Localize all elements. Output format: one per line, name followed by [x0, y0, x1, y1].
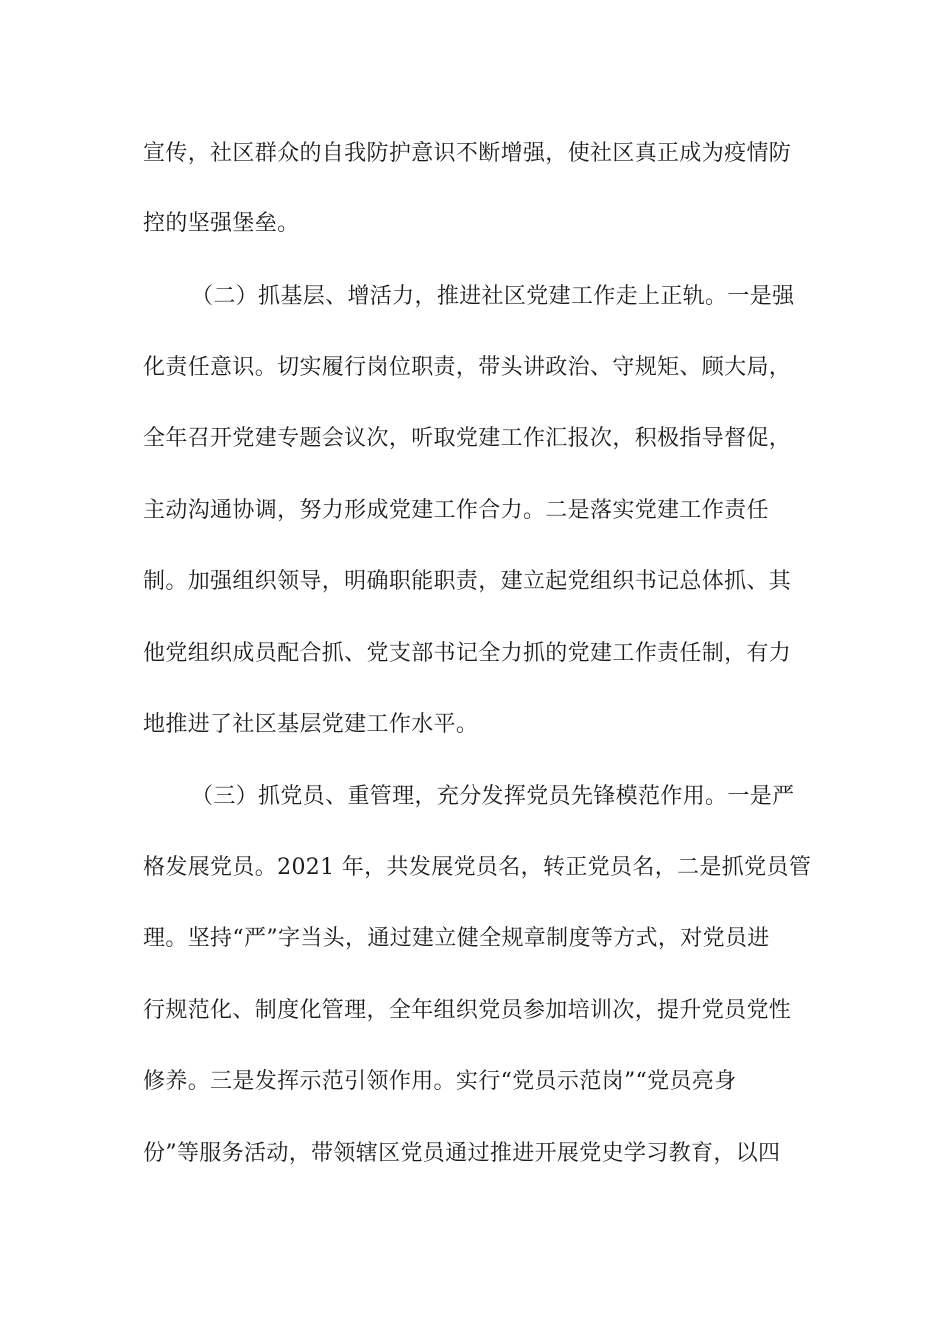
text-line: 制。加强组织领导，明确职能职责，建立起党组织书记总体抓、其: [143, 569, 792, 594]
text-line: 格发展党员。2021 年，共发展党员名，转正党员名，二是抓党员管: [143, 855, 812, 880]
text-line: 控的坚强堡垒。: [143, 211, 300, 236]
text-line: 地推进了社区基层党建工作水平。: [143, 712, 479, 737]
text-line: 主动沟通协调，努力形成党建工作合力。二是落实党建工作责任: [143, 498, 769, 523]
text-line: 全年召开党建专题会议次，听取党建工作汇报次，积极指导督促，: [143, 426, 792, 451]
text-line: 份”等服务活动，带领辖区党员通过推进开展党史学习教育，以四: [143, 1141, 781, 1166]
text-line: 修养。三是发挥示范引领作用。实行“党员示范岗”“党员亮身: [143, 1069, 737, 1094]
text-line: 化责任意识。切实履行岗位职责，带头讲政治、守规矩、顾大局，: [143, 355, 792, 380]
text-line: 理。坚持“严”字当头，通过建立健全规章制度等方式，对党员进: [143, 926, 770, 951]
text-line: 他党组织成员配合抓、党支部书记全力抓的党建工作责任制，有力: [143, 641, 792, 666]
section-heading-line: （三）抓党员、重管理，充分发挥党员先锋模范作用。一是严: [191, 784, 795, 809]
section-heading-line: （二）抓基层、增活力，推进社区党建工作走上正轨。一是强: [191, 284, 795, 309]
text-line: 行规范化、制度化管理，全年组织党员参加培训次，提升党员党性: [143, 998, 792, 1023]
text-line: 宣传，社区群众的自我防护意识不断增强，使社区真正成为疫情防: [143, 141, 792, 166]
